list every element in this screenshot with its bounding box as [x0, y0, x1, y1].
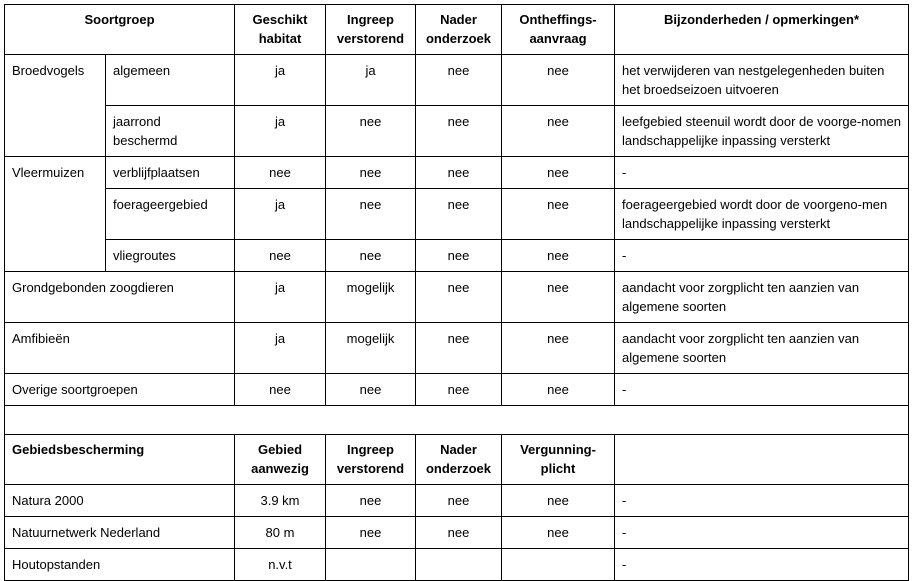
- cell-nader: nee: [416, 157, 502, 189]
- table-row: [5, 549, 909, 581]
- cell-ontheffing: nee: [502, 374, 615, 406]
- cell-nader: nee: [416, 323, 502, 374]
- cell-ontheffing: nee: [502, 189, 615, 240]
- header-gebiedsbescherming: Gebiedsbescherming: [5, 435, 235, 485]
- area-header-row: [5, 435, 909, 485]
- cell-opmerking: -: [615, 485, 909, 517]
- cell-opmerking: -: [615, 374, 909, 406]
- cell-nader: [416, 549, 502, 581]
- cell-habitat: ja: [235, 106, 326, 157]
- table-row: [5, 157, 909, 189]
- species-header-row: [5, 5, 909, 55]
- group-amfibieen: Amfibieën: [5, 323, 235, 374]
- table-row: [5, 517, 909, 549]
- header-vergunningplicht: Vergunning-plicht: [502, 435, 615, 485]
- header-gebied-aanwezig: Gebied aanwezig: [235, 435, 326, 485]
- table-row: [5, 189, 909, 240]
- cell-ingreep: mogelijk: [326, 272, 416, 323]
- sub-foerageergebied: foerageergebied: [106, 189, 235, 240]
- cell-habitat: ja: [235, 323, 326, 374]
- table-row: [5, 485, 909, 517]
- cell-ontheffing: nee: [502, 106, 615, 157]
- header-ingreep-verstorend: Ingreep verstorend: [326, 5, 416, 55]
- cell-opmerking: foerageergebied wordt door de voorgeno-men landschappelijke inpassing versterkt: [615, 189, 909, 240]
- group-vleermuizen: Vleermuizen: [5, 157, 106, 272]
- cell-ingreep: mogelijk: [326, 323, 416, 374]
- group-grondgebonden-zoogdieren: Grondgebonden zoogdieren: [5, 272, 235, 323]
- header-geschikt-habitat: Geschikt habitat: [235, 5, 326, 55]
- table-row: [5, 55, 909, 106]
- area-natura-2000: Natura 2000: [5, 485, 235, 517]
- cell-ingreep: nee: [326, 485, 416, 517]
- cell-habitat: nee: [235, 240, 326, 272]
- cell-opmerking: -: [615, 549, 909, 581]
- cell-habitat: nee: [235, 374, 326, 406]
- cell-aanwezig: 3.9 km: [235, 485, 326, 517]
- cell-habitat: ja: [235, 55, 326, 106]
- table-row: [5, 240, 909, 272]
- sub-jaarrond-beschermd: jaarrond beschermd: [106, 106, 235, 157]
- sub-verblijfplaatsen: verblijfplaatsen: [106, 157, 235, 189]
- cell-aanwezig: 80 m: [235, 517, 326, 549]
- cell-vergunning: nee: [502, 485, 615, 517]
- cell-ingreep: nee: [326, 157, 416, 189]
- table-row: [5, 323, 909, 374]
- sub-vliegroutes: vliegroutes: [106, 240, 235, 272]
- cell-opmerking: aandacht voor zorgplicht ten aanzien van algemene soorten: [615, 272, 909, 323]
- table-row: [5, 106, 909, 157]
- cell-nader: nee: [416, 240, 502, 272]
- cell-opmerking: leefgebied steenuil wordt door de voorge-nomen landschappelijke inpassing versterkt: [615, 106, 909, 157]
- table-row: [5, 272, 909, 323]
- cell-ingreep: [326, 549, 416, 581]
- cell-vergunning: [502, 549, 615, 581]
- cell-habitat: ja: [235, 189, 326, 240]
- sub-algemeen: algemeen: [106, 55, 235, 106]
- header-soortgroep: Soortgroep: [5, 5, 235, 55]
- header-empty: [615, 435, 909, 485]
- cell-habitat: ja: [235, 272, 326, 323]
- cell-nader: nee: [416, 374, 502, 406]
- cell-vergunning: nee: [502, 517, 615, 549]
- group-overige-soortgroepen: Overige soortgroepen: [5, 374, 235, 406]
- cell-ingreep: nee: [326, 189, 416, 240]
- area-natuurnetwerk-nederland: Natuurnetwerk Nederland: [5, 517, 235, 549]
- cell-nader: nee: [416, 485, 502, 517]
- cell-opmerking: het verwijderen van nestgelegenheden buiten het broedseizoen uitvoeren: [615, 55, 909, 106]
- cell-ingreep: ja: [326, 55, 416, 106]
- cell-opmerking: -: [615, 517, 909, 549]
- header-ontheffingsaanvraag: Ontheffings-aanvraag: [502, 5, 615, 55]
- cell-nader: nee: [416, 517, 502, 549]
- cell-ontheffing: nee: [502, 55, 615, 106]
- area-houtopstanden: Houtopstanden: [5, 549, 235, 581]
- cell-nader: nee: [416, 189, 502, 240]
- cell-ingreep: nee: [326, 240, 416, 272]
- cell-opmerking: aandacht voor zorgplicht ten aanzien van algemene soorten: [615, 323, 909, 374]
- cell-ontheffing: nee: [502, 272, 615, 323]
- spacer-cell: [5, 406, 909, 435]
- cell-opmerking: -: [615, 240, 909, 272]
- cell-ontheffing: nee: [502, 157, 615, 189]
- header-nader-onderzoek: Nader onderzoek: [416, 435, 502, 485]
- cell-ontheffing: nee: [502, 240, 615, 272]
- cell-ingreep: nee: [326, 374, 416, 406]
- cell-aanwezig: n.v.t: [235, 549, 326, 581]
- header-ingreep-verstorend: Ingreep verstorend: [326, 435, 416, 485]
- header-opmerkingen: Bijzonderheden / opmerkingen*: [615, 5, 909, 55]
- group-broedvogels: Broedvogels: [5, 55, 106, 157]
- cell-nader: nee: [416, 55, 502, 106]
- cell-ingreep: nee: [326, 517, 416, 549]
- cell-ontheffing: nee: [502, 323, 615, 374]
- cell-opmerking: -: [615, 157, 909, 189]
- cell-nader: nee: [416, 272, 502, 323]
- species-assessment-table: [4, 4, 909, 581]
- header-nader-onderzoek: Nader onderzoek: [416, 5, 502, 55]
- cell-ingreep: nee: [326, 106, 416, 157]
- spacer-row: [5, 406, 909, 435]
- cell-nader: nee: [416, 106, 502, 157]
- table-row: [5, 374, 909, 406]
- cell-habitat: nee: [235, 157, 326, 189]
